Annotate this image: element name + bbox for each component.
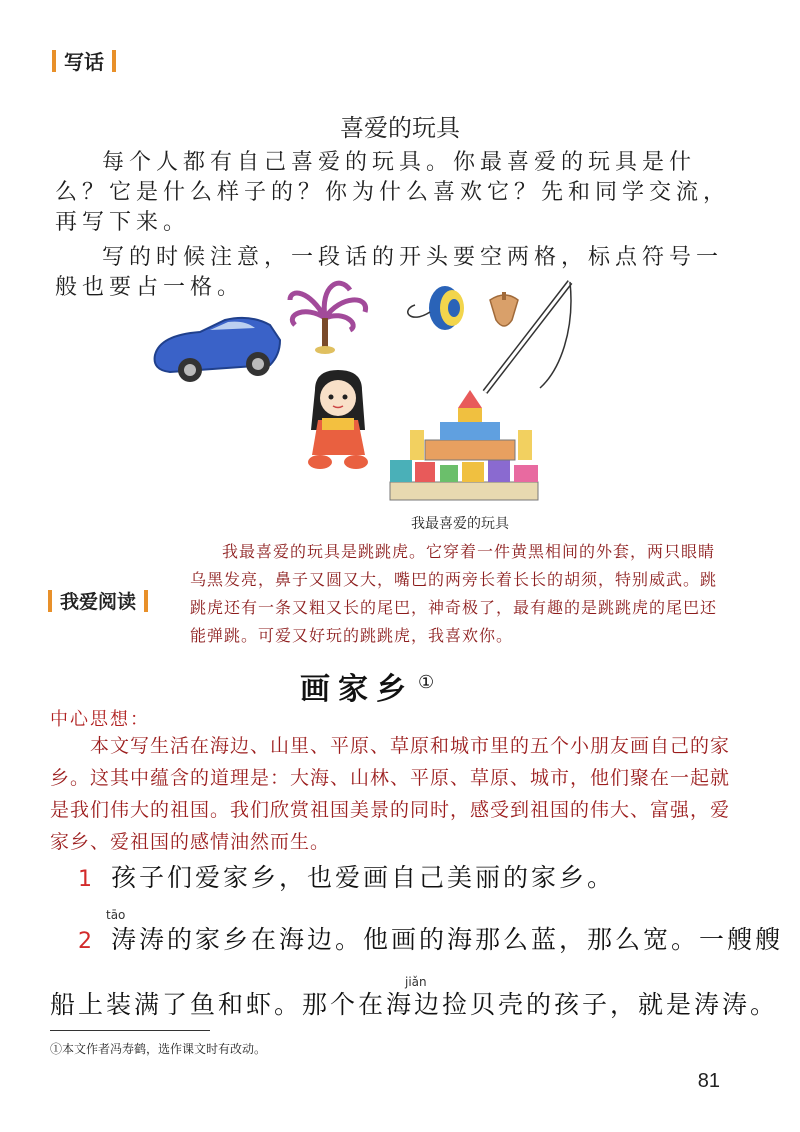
illustration-caption: 我最喜爱的玩具 (411, 516, 509, 532)
yoyo-icon (408, 286, 464, 330)
page-number: 81 (697, 1070, 720, 1092)
spinning-top-icon (490, 292, 518, 326)
toy-car-icon (155, 318, 280, 382)
lesson-paragraph-1: 1 孩子们爱家乡，也爱画自己美丽的家乡。 (78, 863, 616, 892)
accent-bar-right (144, 590, 148, 612)
lesson-title: 画家乡 ① (300, 672, 443, 707)
section-header-writing (52, 46, 116, 75)
building-blocks-icon (390, 390, 538, 500)
toy-illustrations (140, 270, 580, 510)
toy-paragraph-2: 写的时候注意，一段话的开头要空两格，标点符号一般也要占一格。 (55, 245, 724, 300)
pinyin-tao: tāo (106, 908, 126, 922)
doll-icon (308, 370, 368, 469)
toy-title: 喜爱的玩具 (340, 114, 460, 142)
paragraph-number: 1 (78, 867, 95, 892)
pinyin-jian: jiǎn (405, 975, 427, 989)
footnote: ①本文作者冯寿鹤，选作课文时有改动。 (50, 1042, 267, 1056)
section-label: 我爱阅读 (60, 591, 137, 613)
central-idea-text: 本文写生活在海边、山里、平原、草原和城市里的五个小朋友画自己的家乡。这其中蕴含的道理是：大海、山林、平原、草原、城市，他们聚在一起就是我们伟大的祖国。我们欣赏祖国美景的同时，感受到祖国的伟大、富强，爱家乡、爱祖国的感情油然而生。 (50, 735, 731, 853)
toy-paragraph-1: 每个人都有自己喜爱的玩具。你最喜爱的玩具是什么？它是什么样子的？你为什么喜欢它？先和同学交流，再写下来。 (55, 150, 731, 235)
student-writing: 我最喜爱的玩具是跳跳虎。它穿着一件黄黑相间的外套，两只眼睛乌黑发亮，鼻子又圆又大，嘴巴的两旁长着长长的胡须，特别威武。跳跳虎还有一条又粗又长的尾巴，神奇极了，最有趣的是跳跳虎的尾巴还能弹跳。可爱又好玩的跳跳虎，我喜欢你。 (190, 542, 718, 645)
lesson-paragraph-2-line-2: 船上装满了鱼和虾。那个在海边捡贝壳的孩子，就是涛涛。 (50, 990, 779, 1019)
paragraph-number: 2 (78, 929, 95, 954)
footnote-divider (50, 1030, 210, 1031)
accent-bar-right (112, 50, 116, 72)
lesson-paragraph-2-line-1: 2 涛涛的家乡在海边。他画的海那么蓝，那么宽。一艘艘 (78, 925, 784, 954)
section-label: 写话 (64, 50, 104, 74)
central-idea-label: 中心思想： (50, 709, 150, 730)
footnote-mark: ① (418, 672, 443, 693)
palm-toy-icon (290, 283, 366, 354)
section-header-reading (48, 587, 148, 614)
